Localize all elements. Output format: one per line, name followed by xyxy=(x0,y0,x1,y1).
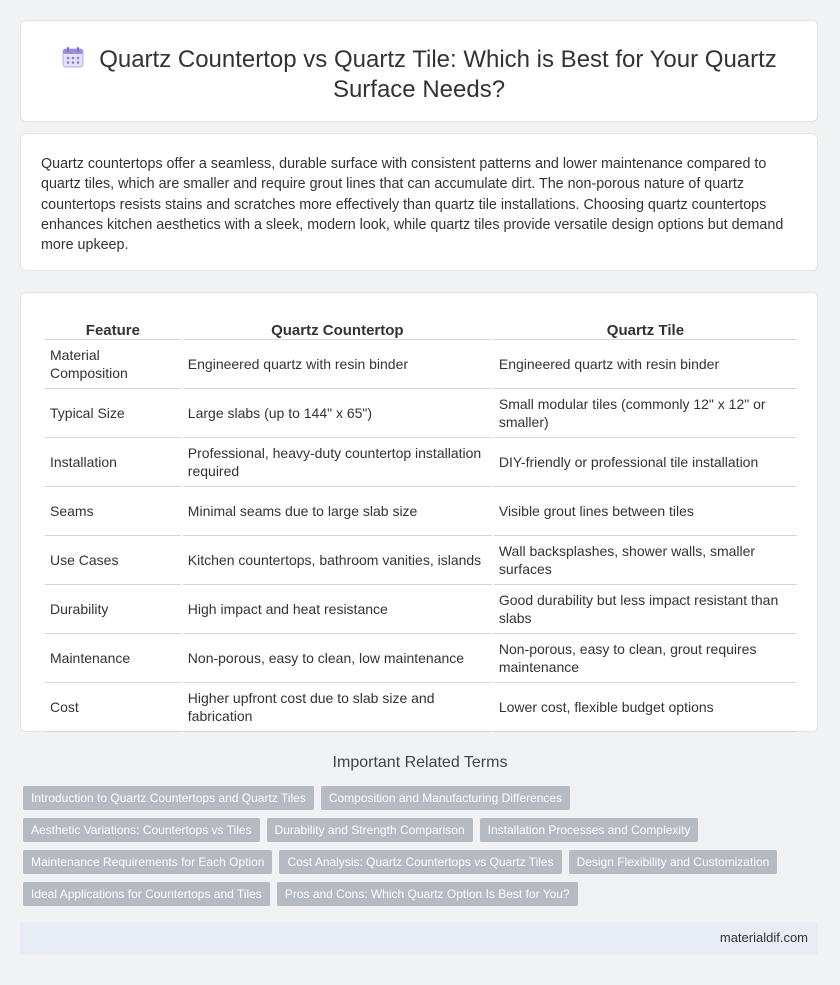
page-title: Quartz Countertop vs Quartz Tile: Which is Best for Your Quartz Surface Needs? xyxy=(99,46,777,103)
table-row xyxy=(45,340,797,389)
related-term-tag[interactable]: Cost Analysis: Quartz Countertops vs Quartz Tiles xyxy=(279,850,561,874)
footer-site-link[interactable]: materialdif.com xyxy=(719,930,808,945)
related-term-tag[interactable]: Pros and Cons: Which Quartz Option Is Best for You? xyxy=(277,882,578,906)
related-term-tag[interactable]: Composition and Manufacturing Differences xyxy=(321,786,570,810)
cell-feature: Typical Size xyxy=(45,389,181,438)
related-term-tag[interactable]: Durability and Strength Comparison xyxy=(267,818,473,842)
title-wrap xyxy=(21,45,817,105)
cell-tile: Good durability but less impact resistant than slabs xyxy=(494,585,797,634)
cell-tile: Visible grout lines between tiles xyxy=(494,487,797,536)
table-row xyxy=(45,634,797,683)
cell-feature: Durability xyxy=(45,585,181,634)
cell-countertop: High impact and heat resistance xyxy=(183,585,492,634)
table-row xyxy=(45,389,797,438)
table-row xyxy=(45,585,797,634)
cell-countertop: Professional, heavy-duty countertop installation required xyxy=(183,438,492,487)
table-row xyxy=(45,487,797,536)
cell-feature: Maintenance xyxy=(45,634,181,683)
cell-countertop: Higher upfront cost due to slab size and fabrication xyxy=(183,683,492,732)
cell-tile: Wall backsplashes, shower walls, smaller surfaces xyxy=(494,536,797,585)
cell-tile: Small modular tiles (commonly 12" x 12" or smaller) xyxy=(494,389,797,438)
cell-countertop: Minimal seams due to large slab size xyxy=(183,487,492,536)
table-row xyxy=(45,683,797,732)
table-header-row xyxy=(45,315,797,340)
summary-text: Quartz countertops offer a seamless, durable surface with consistent patterns and lower maintenance compared to quartz tiles, which are smaller and require grout lines that can accumulate dirt. The non-porous nature of quartz countertops resists stains and scratches more effectively than quartz tile installations. Choosing quartz countertops enhances kitchen aesthetics with a sleek, modern look, while quartz tiles provide versatile design options but demand more upkeep. xyxy=(41,156,784,254)
related-term-tag[interactable]: Introduction to Quartz Countertops and Quartz Tiles xyxy=(23,786,314,810)
cell-tile: Non-porous, easy to clean, grout requires maintenance xyxy=(494,634,797,683)
comparison-table-card xyxy=(20,292,818,732)
header-quartz-countertop: Quartz Countertop xyxy=(183,315,492,340)
header-card xyxy=(20,20,818,122)
summary-card xyxy=(20,133,818,271)
calendar-icon xyxy=(61,45,85,69)
cell-countertop: Kitchen countertops, bathroom vanities, islands xyxy=(183,536,492,585)
related-terms-list xyxy=(23,786,813,906)
comparison-table xyxy=(43,315,799,732)
cell-tile: Lower cost, flexible budget options xyxy=(494,683,797,732)
footer xyxy=(20,922,818,954)
cell-countertop: Large slabs (up to 144" x 65") xyxy=(183,389,492,438)
cell-feature: Material Composition xyxy=(45,340,181,389)
related-term-tag[interactable]: Ideal Applications for Countertops and Tiles xyxy=(23,882,270,906)
table-row xyxy=(45,536,797,585)
related-term-tag[interactable]: Design Flexibility and Customization xyxy=(569,850,778,874)
cell-feature: Cost xyxy=(45,683,181,732)
cell-tile: Engineered quartz with resin binder xyxy=(494,340,797,389)
related-term-tag[interactable]: Installation Processes and Complexity xyxy=(480,818,699,842)
cell-countertop: Non-porous, easy to clean, low maintenance xyxy=(183,634,492,683)
related-term-tag[interactable]: Maintenance Requirements for Each Option xyxy=(23,850,272,874)
table-row xyxy=(45,438,797,487)
header-feature: Feature xyxy=(45,315,181,340)
header-quartz-tile: Quartz Tile xyxy=(494,315,797,340)
cell-feature: Installation xyxy=(45,438,181,487)
cell-feature: Seams xyxy=(45,487,181,536)
related-terms-heading: Important Related Terms xyxy=(332,754,508,771)
cell-countertop: Engineered quartz with resin binder xyxy=(183,340,492,389)
related-term-tag[interactable]: Aesthetic Variations: Countertops vs Tiles xyxy=(23,818,260,842)
cell-feature: Use Cases xyxy=(45,536,181,585)
cell-tile: DIY-friendly or professional tile installation xyxy=(494,438,797,487)
